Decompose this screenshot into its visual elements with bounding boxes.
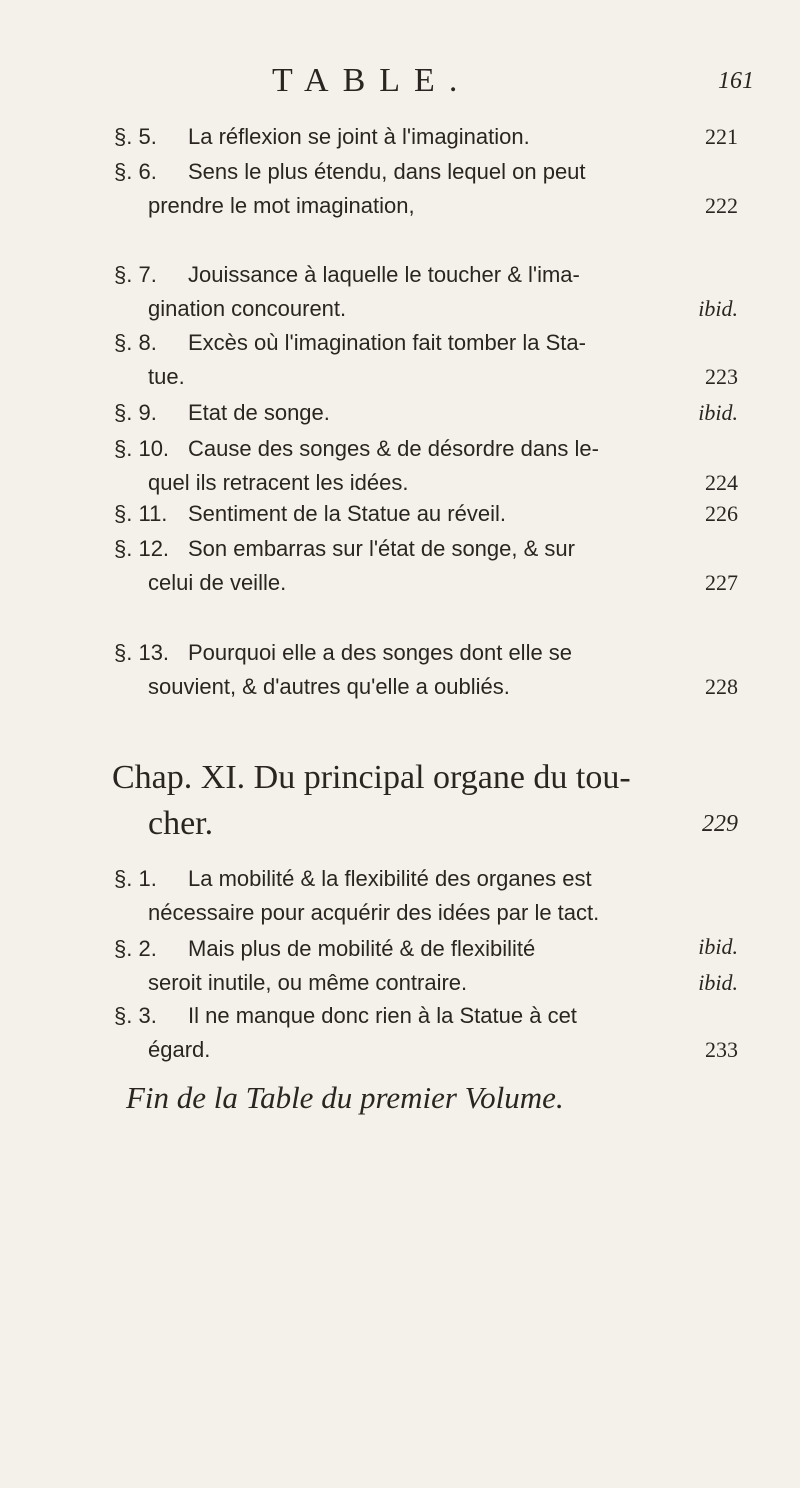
entry-line: égard. 233: [126, 1033, 738, 1067]
entry-line: prendre le mot imagination, 222: [126, 189, 738, 223]
entry-line: §. 11. Sentiment de la Statue au réveil. 226: [126, 497, 738, 531]
running-header: [0, 62, 800, 102]
section-number: §. 13.: [114, 640, 170, 665]
toc-entry: [114, 155, 738, 223]
page-reference: ibid.: [698, 400, 738, 425]
toc-entry: [114, 396, 738, 430]
section-number: §. 10.: [114, 436, 170, 461]
section-number: §. 9.: [114, 400, 157, 425]
entry-line: souvient, & d'autres qu'elle a oubliés. 228: [126, 670, 738, 704]
page-reference: 228: [705, 674, 738, 699]
section-number: §. 6.: [114, 159, 157, 184]
entry-line: §. 2. Mais plus de mobilité & de flexibilité: [126, 932, 738, 966]
header-title: TABLE.: [272, 62, 472, 99]
toc-entry: [114, 497, 738, 531]
section-number: §. 11.: [114, 501, 168, 526]
entry-line: tue. 223: [126, 360, 738, 394]
toc-entry: [114, 432, 738, 500]
entry-line: §. 12. Son embarras sur l'état de songe, & sur: [126, 532, 738, 566]
page-number: 161: [718, 68, 754, 94]
entry-line: nécessaire pour acquérir des idées par le tact.: [148, 900, 600, 925]
section-number: §. 7.: [114, 262, 157, 287]
toc-entry: [114, 120, 738, 154]
entry-line: seroit inutile, ou même contraire. ibid.: [126, 966, 738, 1000]
chapter-heading: [112, 755, 738, 847]
entry-line: gination concourent. ibid.: [126, 292, 738, 326]
page-reference: 221: [705, 124, 738, 149]
entry-line: §. 10. Cause des songes & de désordre dans le-: [126, 432, 738, 466]
entry-line: §. 8. Excès où l'imagination fait tomber la Sta-: [126, 326, 738, 360]
page-reference: ibid.: [698, 296, 738, 321]
chapter-page-ref: 229: [702, 811, 738, 837]
toc-entry: [114, 532, 738, 600]
entry-line: quel ils retracent les idées. 224: [126, 466, 738, 500]
page-reference: 224: [705, 470, 738, 495]
page-reference: 226: [705, 501, 738, 526]
entry-line: §. 7. Jouissance à laquelle le toucher & l'ima-: [126, 258, 738, 292]
section-number: §. 5.: [114, 124, 157, 149]
entry-line: §. 5. La réflexion se joint à l'imagination. 221: [126, 120, 738, 154]
section-number: §. 12.: [114, 536, 170, 561]
section-number: §. 3.: [114, 1003, 157, 1028]
toc-entry: [114, 932, 738, 1000]
entry-line: §. 13. Pourquoi elle a des songes dont elle se: [126, 636, 738, 670]
chapter-line-1: Chap. XI. Du principal organe du tou-: [112, 759, 631, 796]
entry-line: §. 6. Sens le plus étendu, dans lequel on peut: [126, 155, 738, 189]
toc-entry: [114, 258, 738, 326]
toc-entry: [114, 326, 738, 394]
entry-line: §. 1. La mobilité & la flexibilité des organes est: [126, 862, 738, 896]
entry-line: celui de veille. 227: [126, 566, 738, 600]
page-reference: 223: [705, 364, 738, 389]
chapter-line-2: cher. 229: [112, 801, 738, 847]
page-reference: 233: [705, 1037, 738, 1062]
toc-entry: [114, 999, 738, 1067]
section-number: §. 8.: [114, 330, 157, 355]
section-number: §. 1.: [114, 866, 157, 891]
page-reference: 227: [705, 570, 738, 595]
entry-line: §. 3. Il ne manque donc rien à la Statue à cet: [126, 999, 738, 1033]
toc-entry: [114, 636, 738, 704]
page-reference: ibid.: [698, 970, 738, 995]
page-reference: ibid.: [698, 934, 738, 959]
entry-line: §. 9. Etat de songe. ibid.: [126, 396, 738, 430]
page-reference: 222: [705, 193, 738, 218]
end-note: Fin de la Table du premier Volume.: [126, 1080, 564, 1115]
section-number: §. 2.: [114, 936, 157, 961]
